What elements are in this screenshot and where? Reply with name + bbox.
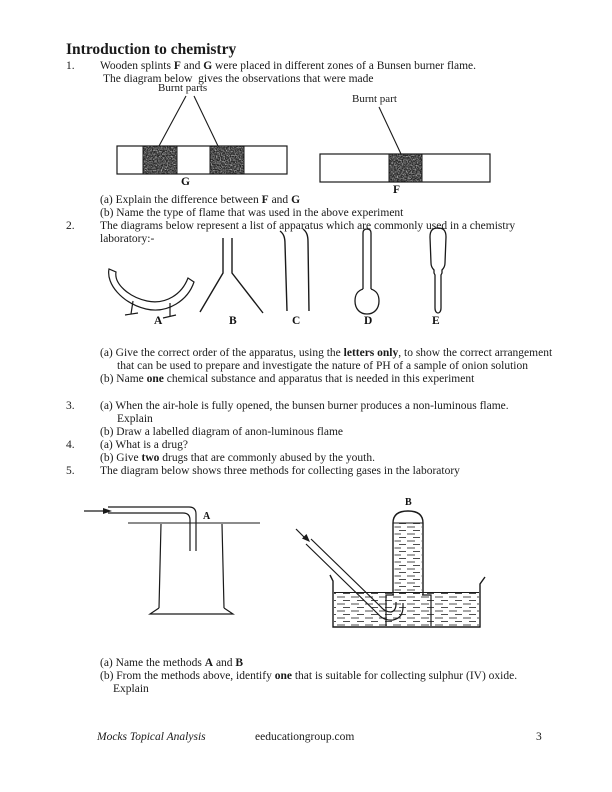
delivery-tube-inner	[311, 539, 396, 612]
splint-f-letter: F	[393, 184, 401, 196]
q5-number: 5.	[66, 465, 75, 477]
q4-part-a: (a) What is a drug?	[100, 439, 188, 451]
trough	[330, 575, 485, 627]
q2-part-a2: that can be used to prepare and investigate the nature of PH of a sample of onion solution	[117, 360, 529, 372]
page-title: Introduction to chemistry	[66, 41, 237, 58]
q2-part-a1: (a) Give the correct order of the apparatus, using the letters only, to show the correct arrangement	[100, 347, 553, 359]
delivery-tube-outer	[108, 507, 196, 551]
q3-part-a: (a) When the air-hole is fully opened, the bunsen burner produces a non-luminous flame.	[100, 400, 509, 412]
apparatus-letter-b: B	[229, 315, 237, 327]
method-a-gas-jar	[84, 507, 260, 614]
apparatus-letter-d: D	[364, 315, 373, 327]
q1-number: 1.	[66, 60, 75, 72]
pointer-line	[159, 96, 186, 146]
q5-line1: The diagram below shows three methods for collecting gases in the laboratory	[100, 465, 460, 477]
splint-g-letter: G	[181, 176, 190, 188]
funnel-icon	[200, 238, 263, 313]
q2-line2: laboratory:-	[100, 233, 155, 245]
burnt-part-label: Burnt part	[352, 93, 397, 105]
trough-water	[334, 593, 479, 626]
footer-center: eeducationgroup.com	[255, 731, 355, 743]
jar-base	[150, 608, 233, 614]
burnt-parts-label: Burnt parts	[158, 82, 208, 94]
q1-line2: The diagram below gives the observations that were made	[103, 73, 374, 85]
gas-in-arrowhead	[103, 508, 112, 514]
q1-line1: Wooden splints F and G were placed in different zones of a Bunsen burner flame.	[100, 60, 477, 72]
inverted-tube	[393, 511, 423, 595]
footer-left: Mocks Topical Analysis	[97, 731, 206, 743]
q4-number: 4.	[66, 439, 75, 451]
q3-part-a2: Explain	[117, 413, 153, 425]
burnt-region-f	[389, 154, 422, 182]
gas-in-arrow	[296, 529, 306, 539]
deflagrating-spoon-icon	[355, 229, 379, 314]
dropper-icon	[430, 228, 446, 313]
method-b-letter: B	[405, 497, 412, 508]
q3-part-b: (b) Draw a labelled diagram of anon-luminous flame	[100, 426, 344, 438]
delivery-tube-inner	[108, 513, 190, 551]
q5-gas-collection-diagram	[84, 497, 485, 627]
method-a-letter: A	[203, 511, 211, 522]
footer-page-number: 3	[536, 731, 542, 743]
q1-splints-diagram	[117, 96, 490, 196]
q3-number: 3.	[66, 400, 75, 412]
delivery-tube-outer	[306, 544, 403, 620]
splint-f	[320, 107, 490, 182]
jar-walls	[159, 524, 224, 608]
glass-rod-icon	[280, 229, 309, 311]
splint-g	[117, 96, 287, 174]
q2-number: 2.	[66, 220, 75, 232]
apparatus-letter-a: A	[154, 315, 163, 327]
q2-part-b: (b) Name one chemical substance and apparatus that is needed in this experiment	[100, 373, 475, 385]
method-b-over-water	[296, 511, 485, 627]
q5-part-b2: Explain	[113, 683, 149, 695]
apparatus-letter-e: E	[432, 315, 440, 327]
q5-part-b: (b) From the methods above, identify one that is suitable for collecting sulphur (IV) oxide.	[100, 670, 518, 682]
q4-part-b: (b) Give two drugs that are commonly abused by the youth.	[100, 452, 375, 464]
support-block	[386, 595, 431, 626]
q5-part-a: (a) Name the methods A and B	[100, 657, 244, 669]
q1-part-b: (b) Name the type of flame that was used in the above experiment	[100, 207, 404, 219]
q2-line1: The diagrams below represent a list of apparatus which are commonly used in a chemistry	[100, 220, 516, 232]
q1-part-a: (a) Explain the difference between F and G	[100, 194, 301, 206]
pointer-line	[194, 96, 218, 146]
burnt-region-g-right	[210, 146, 244, 174]
watch-glass-icon	[109, 269, 194, 318]
burnt-region-g-left	[143, 146, 177, 174]
tube-water	[395, 523, 422, 594]
pointer-line	[379, 107, 401, 154]
apparatus-letter-c: C	[292, 315, 301, 327]
gas-in-arrowhead	[302, 534, 310, 542]
q2-apparatus-diagram	[109, 228, 446, 327]
